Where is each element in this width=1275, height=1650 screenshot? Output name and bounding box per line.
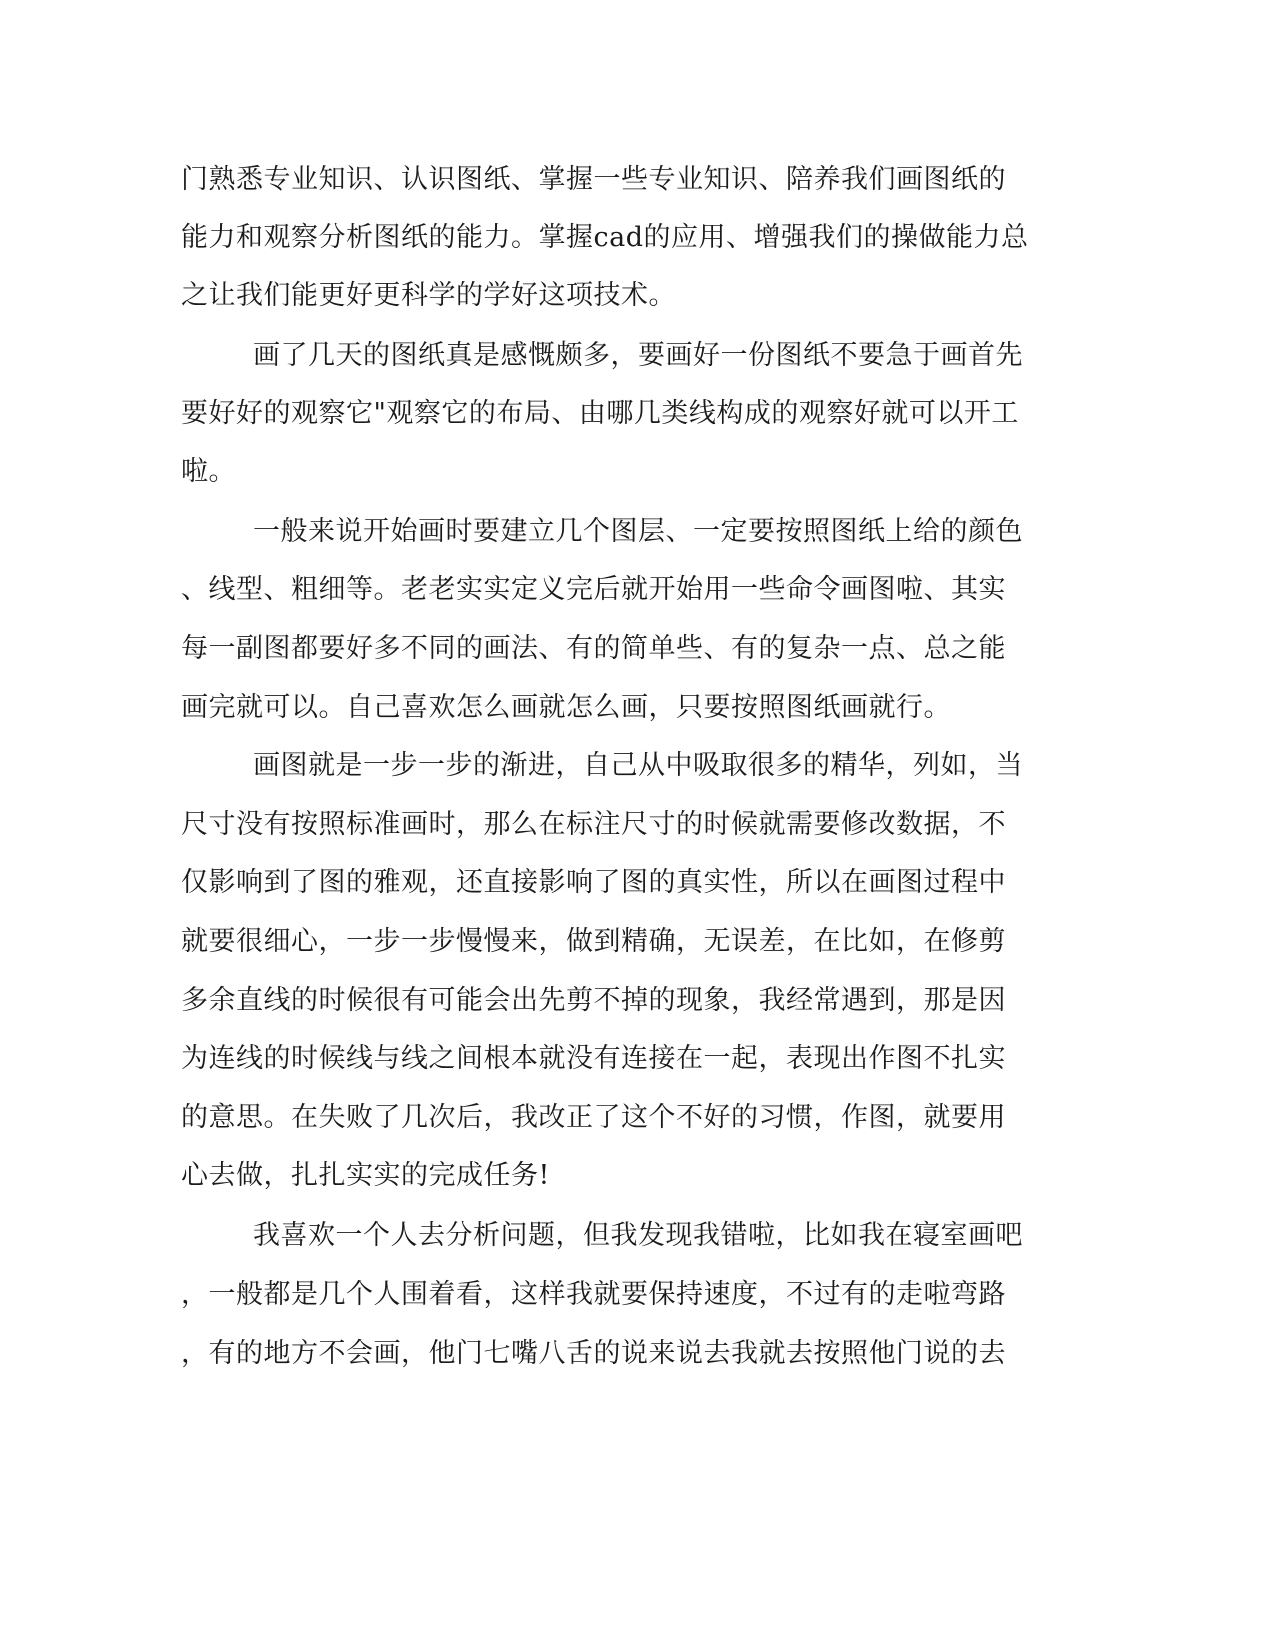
paragraph-first-line: 画了几天的图纸真是感慨颇多，要画好一份图纸不要急于画首先: [253, 340, 1023, 371]
text-line: 的意思。在失败了几次后，我改正了这个不好的习惯，作图，就要用: [181, 1102, 1006, 1133]
text-line: ，一般都是几个人围着看，这样我就要保持速度，不过有的走啦弯路: [181, 1279, 1006, 1310]
text-line: 能力和观察分析图纸的能力。掌握cad的应用、增强我们的操做能力总: [181, 222, 1029, 253]
paragraph-first-line: 我喜欢一个人去分析问题，但我发现我错啦，比如我在寝室画吧: [253, 1220, 1023, 1251]
text-line: ，有的地方不会画，他门七嘴八舌的说来说去我就去按照他门说的去: [181, 1338, 1006, 1369]
text-line: 每一副图都要好多不同的画法、有的简单些、有的复杂一点、总之能: [181, 633, 1006, 664]
paragraph-first-line: 一般来说开始画时要建立几个图层、一定要按照图纸上给的颜色: [253, 516, 1023, 547]
text-line: 仅影响到了图的雅观，还直接影响了图的真实性，所以在画图过程中: [181, 867, 1006, 898]
text-line: 多余直线的时候很有可能会出先剪不掉的现象，我经常遇到，那是因: [181, 985, 1006, 1016]
text-line: 就要很细心，一步一步慢慢来，做到精确，无误差，在比如，在修剪: [181, 926, 1006, 957]
text-line: 画完就可以。自己喜欢怎么画就怎么画，只要按照图纸画就行。: [181, 692, 951, 723]
text-line: 门熟悉专业知识、认识图纸、掌握一些专业知识、陪养我们画图纸的: [181, 164, 1006, 195]
text-line: 啦。: [181, 456, 236, 487]
text-line: 要好好的观察它"观察它的布局、由哪几类线构成的观察好就可以开工: [181, 398, 1019, 429]
text-line: 、线型、粗细等。老老实实定义完后就开始用一些命令画图啦、其实: [181, 574, 1006, 605]
text-line: 为连线的时候线与线之间根本就没有连接在一起，表现出作图不扎实: [181, 1043, 1006, 1074]
paragraph-first-line: 画图就是一步一步的渐进，自己从中吸取很多的精华，列如，当: [253, 750, 1023, 781]
text-line: 尺寸没有按照标准画时，那么在标注尺寸的时候就需要修改数据，不: [181, 809, 1006, 840]
text-line: 之让我们能更好更科学的学好这项技术。: [181, 280, 676, 311]
text-line: 心去做，扎扎实实的完成任务!: [181, 1160, 550, 1191]
